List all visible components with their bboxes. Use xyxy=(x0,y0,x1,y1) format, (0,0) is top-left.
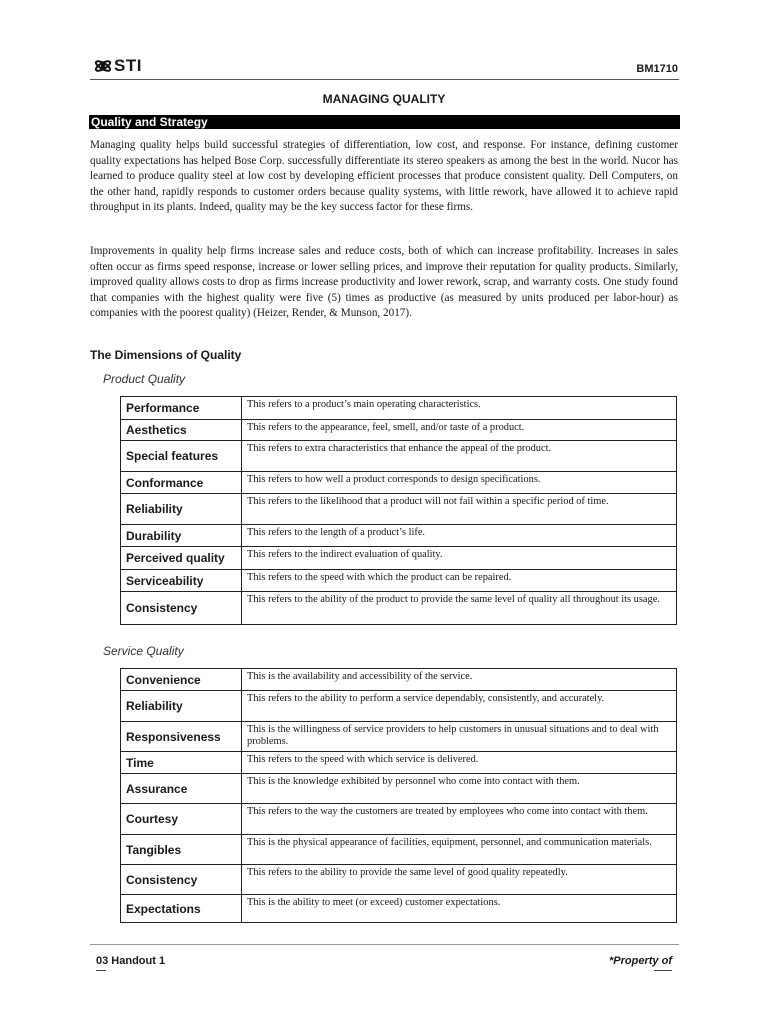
paragraph-improvements: Improvements in quality help firms increase sales and reduce costs, both of which can increase profitability. Increases in sales often occur as firms speed response, increase or lower selling prices, and improve their reputation for quality products. Similarly, improved quality allows costs to drop as firms increase productivity and lower rework, scrap, and warranty costs. One study found that companies with the highest quality were five (5) times as productive (as measured by units produced per labor-hour) as companies with the poorest quality) (Heizer, Render, & Munson, 2017). xyxy=(90,245,678,320)
description-cell: This refers to the ability of the product to provide the same level of quality all throughout its usage. xyxy=(242,592,677,625)
page-title: MANAGING QUALITY xyxy=(322,92,446,106)
description-cell: This refers to the speed with which the product can be repaired. xyxy=(242,570,677,592)
description-cell: This refers to the speed with which service is delivered. xyxy=(242,752,677,774)
description-cell: This refers to the appearance, feel, smell, and/or taste of a product. xyxy=(242,420,677,441)
table-row xyxy=(121,722,677,752)
table-row xyxy=(121,835,677,865)
dimensions-heading: The Dimensions of Quality xyxy=(90,348,242,362)
sti-swoosh-icon xyxy=(93,56,113,76)
table-row xyxy=(121,669,677,691)
term-cell: Courtesy xyxy=(121,804,242,835)
section-heading-bar: Quality and Strategy xyxy=(89,115,680,129)
document-code: BM1710 xyxy=(636,63,678,75)
table-row xyxy=(121,494,677,525)
table-row xyxy=(121,472,677,494)
table-row xyxy=(121,420,677,441)
description-cell: This refers to how well a product corresponds to design specifications. xyxy=(242,472,677,494)
term-cell: Conformance xyxy=(121,472,242,494)
term-cell: Consistency xyxy=(121,865,242,895)
table-row xyxy=(121,547,677,570)
description-cell: This refers to the indirect evaluation of quality. xyxy=(242,547,677,570)
term-cell: Special features xyxy=(121,441,242,472)
term-cell: Aesthetics xyxy=(121,420,242,441)
table-row xyxy=(121,752,677,774)
table-row xyxy=(121,592,677,625)
term-cell: Reliability xyxy=(121,494,242,525)
product-quality-heading: Product Quality xyxy=(103,372,186,386)
term-cell: Consistency xyxy=(121,592,242,625)
term-cell: Perceived quality xyxy=(121,547,242,570)
table-row xyxy=(121,804,677,835)
sti-logo xyxy=(93,56,142,76)
table-row xyxy=(121,895,677,923)
description-cell: This is the willingness of service providers to help customers in unusual situations and to deal with problems. xyxy=(242,722,677,752)
table-row xyxy=(121,525,677,547)
term-cell: Expectations xyxy=(121,895,242,923)
table-row xyxy=(121,441,677,472)
logo-text: STI xyxy=(114,56,142,75)
paragraph-quality-strategy: Managing quality helps build successful strategies of differentiation, low cost, and response. For instance, defining customer quality expectations has helped Bose Corp. successfully differentiate its stereo speakers as among the best in the world. Nucor has learned to produce quality steel at low cost by developing efficient processes that produce consistent quality. Dell Computers, on the other hand, rapidly responds to customer orders because quality systems, with little rework, have allowed it to achieve rapid throughput in its plants. Indeed, quality may be the key success factor for these firms. xyxy=(90,139,678,214)
table-row xyxy=(121,397,677,420)
table-row xyxy=(121,570,677,592)
description-cell: This refers to extra characteristics that enhance the appeal of the product. xyxy=(242,441,677,472)
footer-clipped-text xyxy=(96,970,106,975)
description-cell: This refers to the ability to provide the same level of good quality repeatedly. xyxy=(242,865,677,895)
table-row xyxy=(121,691,677,722)
term-cell: Tangibles xyxy=(121,835,242,865)
description-cell: This refers to a product’s main operating characteristics. xyxy=(242,397,677,420)
term-cell: Performance xyxy=(121,397,242,420)
service-quality-heading: Service Quality xyxy=(103,644,184,658)
service-quality-table xyxy=(120,668,677,923)
term-cell: Assurance xyxy=(121,774,242,804)
description-cell: This refers to the likelihood that a product will not fail within a specific period of time. xyxy=(242,494,677,525)
description-cell: This refers to the way the customers are treated by employees who come into contact with them. xyxy=(242,804,677,835)
footer-divider xyxy=(90,944,679,945)
header-divider xyxy=(90,79,679,80)
description-cell: This refers to the length of a product’s life. xyxy=(242,525,677,547)
description-cell: This is the physical appearance of facilities, equipment, personnel, and communication materials. xyxy=(242,835,677,865)
product-quality-table xyxy=(120,396,677,625)
footer-property-label: *Property of xyxy=(609,955,672,967)
term-cell: Convenience xyxy=(121,669,242,691)
term-cell: Serviceability xyxy=(121,570,242,592)
description-cell: This is the ability to meet (or exceed) customer expectations. xyxy=(242,895,677,923)
table-row xyxy=(121,774,677,804)
table-row xyxy=(121,865,677,895)
term-cell: Responsiveness xyxy=(121,722,242,752)
description-cell: This is the availability and accessibility of the service. xyxy=(242,669,677,691)
footer-clipped-text xyxy=(654,970,672,975)
description-cell: This is the knowledge exhibited by personnel who come into contact with them. xyxy=(242,774,677,804)
term-cell: Reliability xyxy=(121,691,242,722)
footer-handout-label: 03 Handout 1 xyxy=(96,955,166,967)
description-cell: This refers to the ability to perform a service dependably, consistently, and accurately. xyxy=(242,691,677,722)
term-cell: Time xyxy=(121,752,242,774)
term-cell: Durability xyxy=(121,525,242,547)
